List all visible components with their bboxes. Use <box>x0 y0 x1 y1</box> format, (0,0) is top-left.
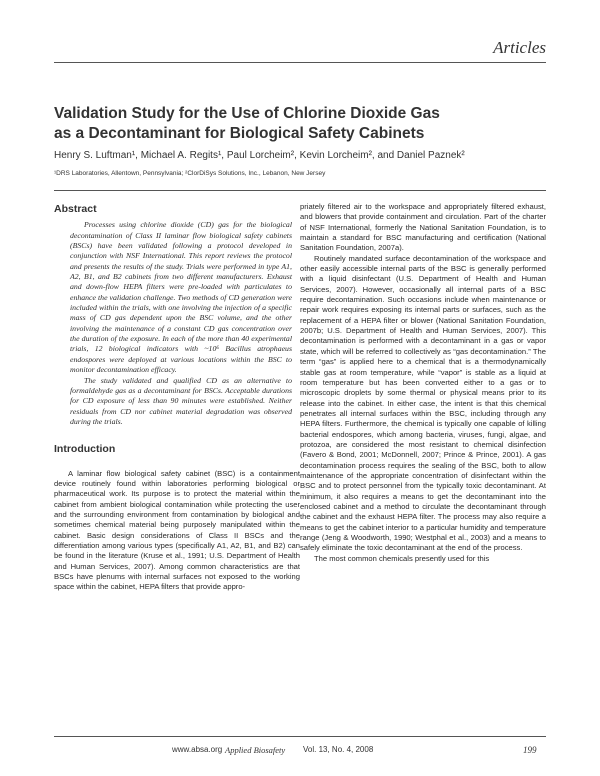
abstract-paragraph-1: Processes using chlorine dioxide (CD) gas for the biological decontamination of Class II laminar flow biological safety cabinets (BSCs) have been validated following a protocol developed in conjunction with NSF International. This report reviews the protocol and presents the results of the study. Trials were performed in type A1, A2, B1, and B2 cabinets from two different manufacturers. Exhaust and down-flow HEPA filters were pre-loaded with particulates to enhance the validation challenge. Two methods of CD generation were included within the trials, with one involving the injection of a specific mass of CD gas dependent upon the BSC volume, and the other involving the maintenance of a constant CD gas concentration over the duration of the exposure. In each of the more than 40 experimental trials, 12 biological indicators with ~10⁶ Bacillus atrophaeus endospores were deployed at various locations within the BSC to monitor decontamination efficacy. <box>70 220 292 375</box>
footer-journal: Applied Biosafety <box>225 745 286 755</box>
section-label: Articles <box>493 38 546 57</box>
affiliations: ¹DRS Laboratories, Allentown, Pennsylvania; ²ClorDiSys Solutions, Inc., Lebanon, New Jersey <box>54 170 326 177</box>
abstract-paragraph-2: The study validated and qualified CD as an alternative to formaldehyde gas as a decontaminant for BSCs. Acceptable durations for CD exposure of less than 90 minutes were established. Neither residuals from CD nor cabinet material degradation was observed during the trials. <box>70 375 292 426</box>
body-paragraph-last: The most common chemicals presently used for this <box>314 553 490 563</box>
header-rule <box>54 62 546 63</box>
title-rule <box>54 190 546 191</box>
left-column <box>54 202 300 593</box>
introduction-paragraph: A laminar flow biological safety cabinet (BSC) is a containment device routinely found within laboratories performing biological or pharmaceutical work. Its purpose is to protect the material within the cabinet from ambient biological contamination while protecting the user and the surrounding environment from contamination by biological and sometimes chemical material being purposely manipulated within the cabinet. Basic design considerations of Class II BSCs and the differentiation among various types (specifically A1, A2, B1, and B2) can be found in the literature (Kruse et al., 1991; U.S. Department of Health and Human Services, 2007). Among common characteristics are that BSCs have plenums with internal surfaces not exposed to the working space within the cabinet, HEPA filters that provide appro- <box>54 468 300 592</box>
body-paragraph: Routinely mandated surface decontamination of the workspace and other easily accessible internal parts of the BSC is generally performed with a liquid disinfectant (U.S. Department of Health and Human Services, 2007). However, occasionally all internal parts of a BSC require decontamination. Such occasions include when maintenance or repair work requires exposing its internal parts or surfaces, such as the replacement of a HEPA filter or blower (National Sanitation Foundation, 2007b; U.S. Department of Health and Human Services, 2007). This decontamination is performed with a decontaminant in a gas or vapor state, which will be referred to collectively as “gas decontamination.” The term “gas” is applied here to a chemical that is a thermodynamically stable gas at room temperature, while “vapor” is stable as a liquid at room temperature but has been converted either to a gas or to microscopic droplets by some thermal or physical means prior to its release into the cabinet. In either case, the intent is that this chemical penetrates all internal surfaces within the BSC, including through any HEPA filters. Furthermore, the chemical is typically one capable of killing bacterial endospores, which among bacteria, viruses, fungi, algae, and protozoa, are considered the most resistant to chemical disinfection (Favero & Bond, 2001; McDonnell, 2007; Prince & Prince, 2001). A gas decontamination process requires the sealing of the BSC, both to allow maintenance of the appropriate concentration of disinfectant within the BSC and to protect personnel from the typically toxic decontaminant. At minimum, it also requires a means to get the decontaminant into the enclosed cabinet and a method to circulate the decontaminant through the cabinet and the exhaust HEPA filter. The process may also require a means to get the cabinet interior to a particular humidity and temperature range (Jeng & Woodworth, 1990; Westphal et al., 2003) and a means to safely eliminate the toxic decontaminant at the end of the process. <box>300 253 546 553</box>
footer-rule <box>54 736 546 737</box>
abstract-body <box>54 220 300 427</box>
authors: Henry S. Luftman¹, Michael A. Regits¹, Paul Lorcheim², Kevin Lorcheim², and Daniel Paznek² <box>54 150 465 161</box>
right-column <box>300 202 546 564</box>
title-line-2: as a Decontaminant for Biological Safety Cabinets <box>54 125 425 142</box>
article-title <box>54 104 554 144</box>
page-number: 199 <box>523 745 537 755</box>
footer-volume: Vol. 13, No. 4, 2008 <box>303 745 374 754</box>
introduction-heading: Introduction <box>54 443 116 456</box>
body-paragraph-continued: priately filtered air to the workspace and appropriately filtered exhaust, and blowers that provide containment and circulation. Part of the charter of NSF International, formerly the National Sanitation Foundation, is to maintain a standard for BSC manufacturing and certification (National Sanitation Foundation, 2007a). <box>300 202 546 253</box>
title-line-1: Validation Study for the Use of Chlorine Dioxide Gas <box>54 105 440 122</box>
footer-website-link[interactable]: www.absa.org <box>172 745 223 754</box>
abstract-heading: Abstract <box>54 203 97 215</box>
